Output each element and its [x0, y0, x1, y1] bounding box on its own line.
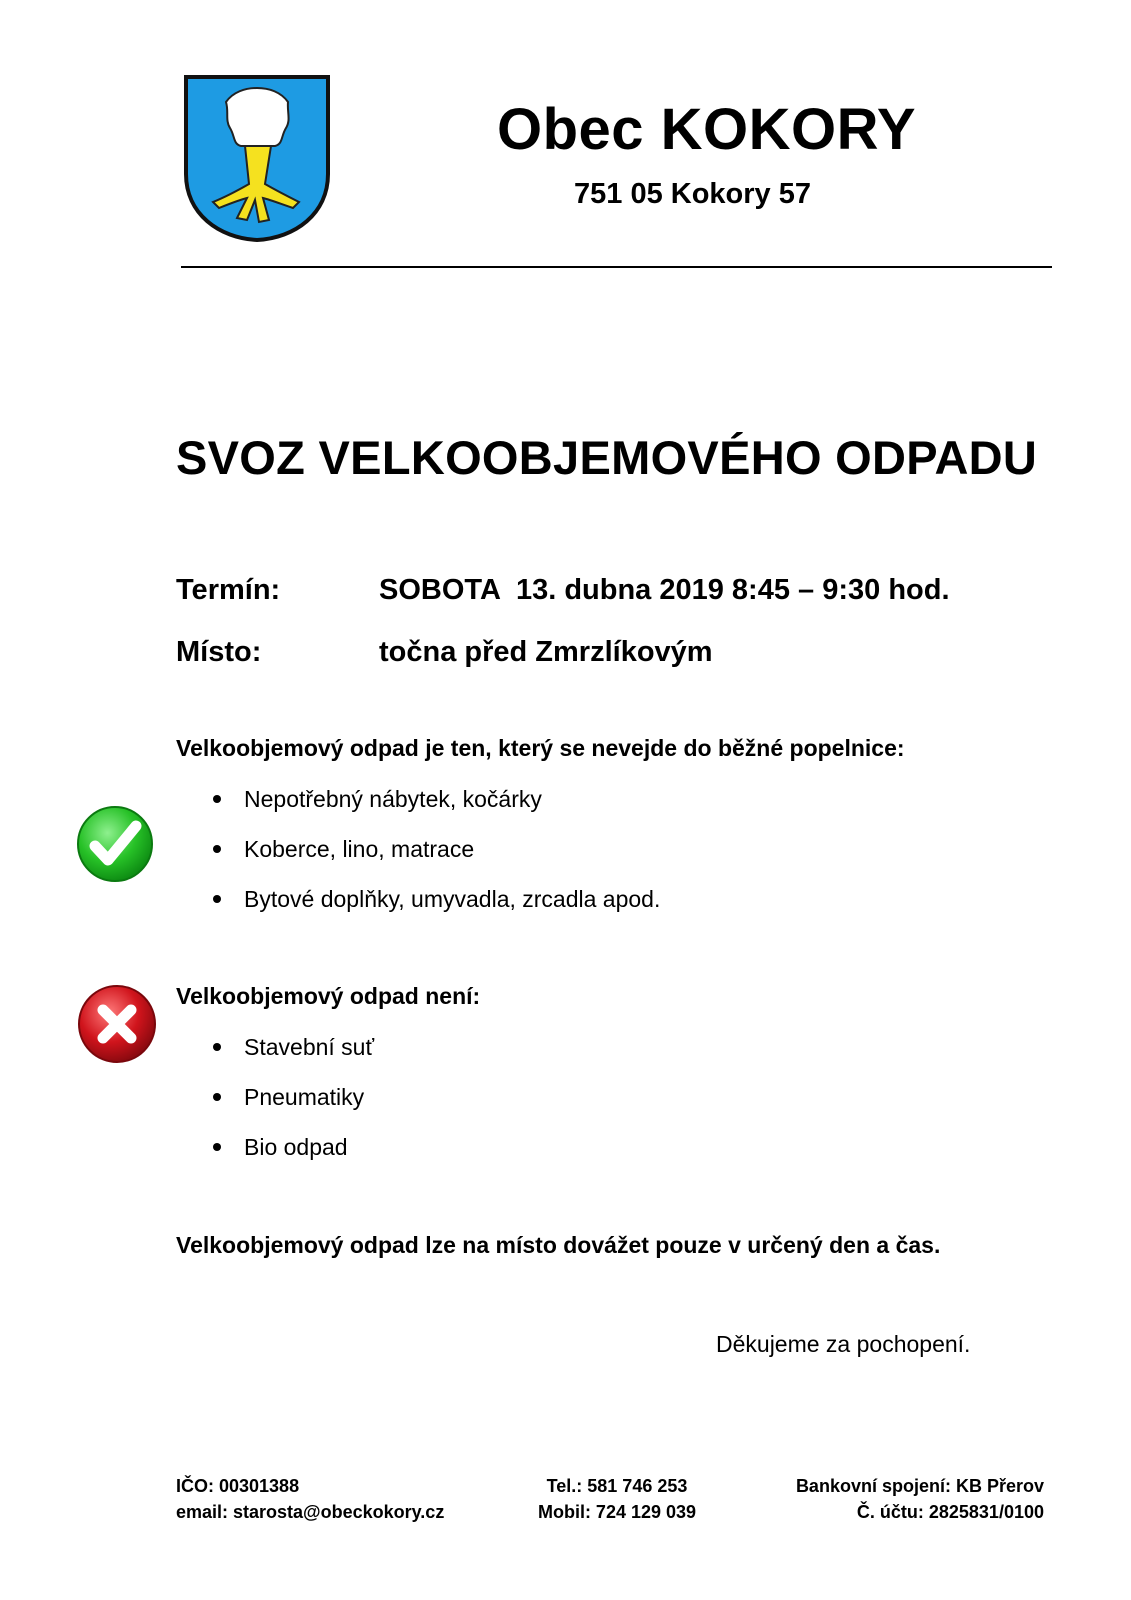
place-value: točna před Zmrzlíkovým [379, 636, 713, 668]
thanks-text: Děkujeme za pochopení. [716, 1331, 971, 1357]
rejected-heading: Velkoobjemový odpad není: [176, 983, 481, 1009]
accepted-heading: Velkoobjemový odpad je ten, který se nevejde do běžné popelnice: [176, 735, 905, 761]
footer-ico: IČO: 00301388 [176, 1476, 300, 1496]
checkmark-icon [75, 804, 155, 884]
place-row [176, 636, 713, 669]
list-item: Bio odpad [210, 1133, 374, 1183]
rejected-list [210, 1033, 374, 1183]
footer-right [780, 1473, 1044, 1525]
footer-left [176, 1473, 444, 1525]
list-item: Bytové doplňky, umyvadla, zrcadla apod. [210, 885, 660, 935]
list-item: Pneumatiky [210, 1083, 374, 1133]
page-title: SVOZ VELKOOBJEMOVÉHO ODPADU [176, 431, 1038, 484]
coat-of-arms-icon [183, 74, 333, 244]
footer-mobile: Mobil: 724 129 039 [537, 1502, 697, 1522]
list-item: Nepotřebný nábytek, kočárky [210, 785, 660, 835]
accepted-list [210, 785, 660, 935]
footer-account: Č. účtu: 2825831/0100 [856, 1502, 1044, 1522]
list-item: Stavební suť [210, 1033, 374, 1083]
footer-email: email: starosta@obeckokory.cz [176, 1502, 445, 1522]
list-item: Koberce, lino, matrace [210, 835, 660, 885]
date-label: Termín: [176, 574, 281, 606]
organization-name: Obec KOKORY [497, 97, 917, 162]
cross-icon [76, 983, 158, 1065]
delivery-notice: Velkoobjemový odpad lze na místo dovážet pouze v určený den a čas. [176, 1232, 941, 1258]
footer-tel: Tel.: 581 746 253 [546, 1476, 688, 1496]
organization-address: 751 05 Kokory 57 [574, 178, 811, 210]
place-label: Místo: [176, 636, 262, 668]
header-divider [181, 266, 1052, 268]
date-value: SOBOTA 13. dubna 2019 8:45 – 9:30 hod. [379, 574, 950, 606]
date-row [176, 574, 950, 607]
footer-middle [526, 1473, 708, 1525]
footer-bank: Bankovní spojení: KB Přerov [795, 1476, 1044, 1496]
